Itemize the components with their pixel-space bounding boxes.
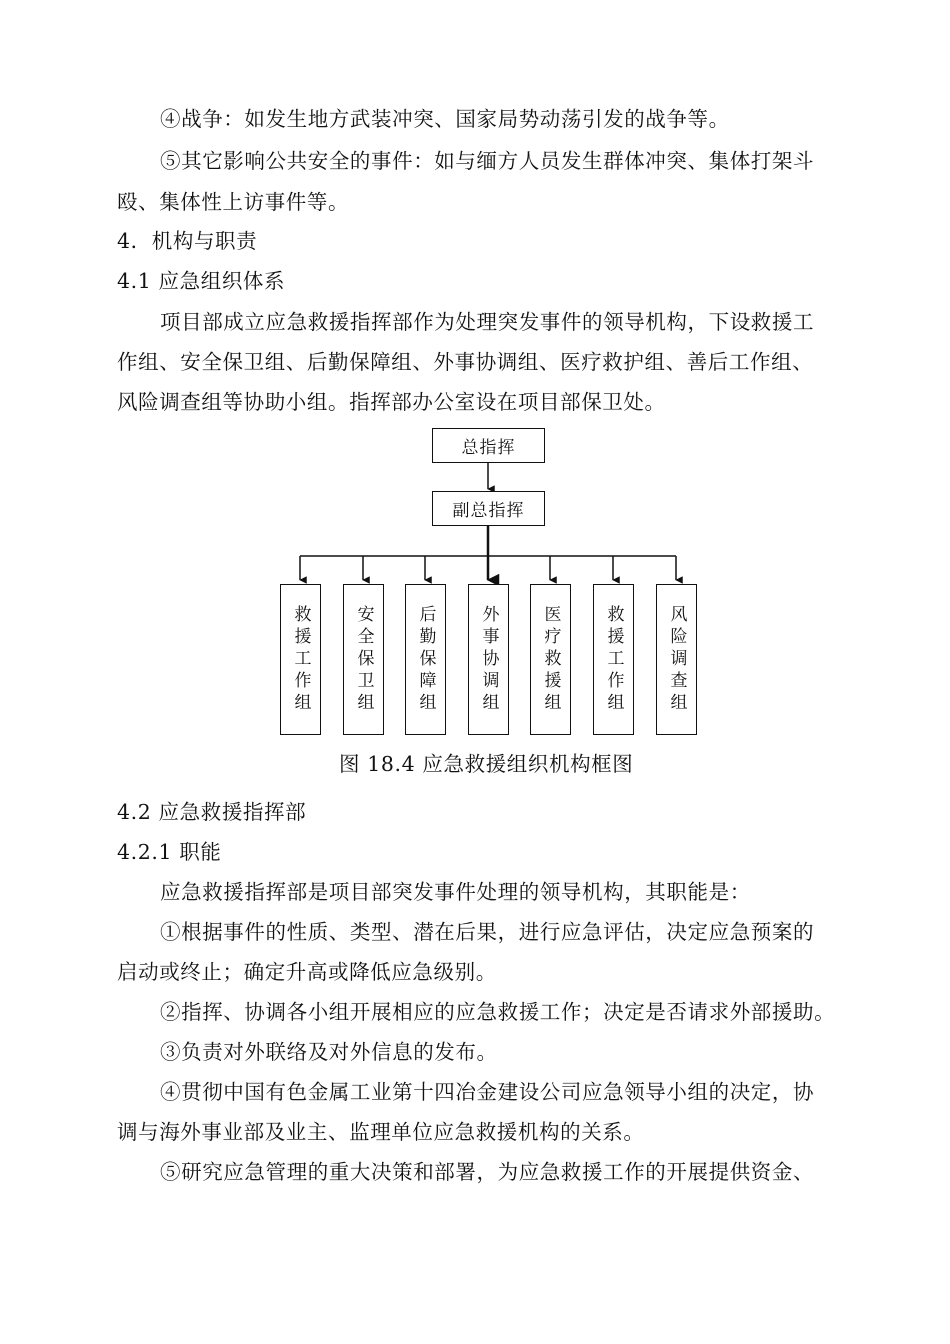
org-box-group-2: 安全保卫组: [343, 584, 384, 735]
org-box-group-3: 后勤保障组: [405, 584, 446, 735]
paragraph-duty-1-line2: 启动或终止；确定升高或降低应急级别。: [117, 960, 497, 984]
org-box-group-5: 医疗救援组: [530, 584, 571, 735]
paragraph-duty-5: ⑤研究应急管理的重大决策和部署，为应急救援工作的开展提供资金、: [160, 1160, 815, 1184]
heading-4: 4．机构与职责: [117, 229, 258, 253]
paragraph-other-events-line1: ⑤其它影响公共安全的事件：如与缅方人员发生群体冲突、集体打架斗: [160, 149, 815, 173]
paragraph-duty-4-line1: ④贯彻中国有色金属工业第十四冶金建设公司应急领导小组的决定，协: [160, 1080, 815, 1104]
paragraph-duties-intro: 应急救援指挥部是项目部突发事件处理的领导机构，其职能是：: [160, 880, 751, 904]
org-box-group-4: 外事协调组: [468, 584, 509, 735]
paragraph-duty-2: ②指挥、协调各小组开展相应的应急救援工作；决定是否请求外部援助。: [160, 1000, 836, 1024]
org-box-group-6: 救援工作组: [593, 584, 634, 735]
paragraph-org-line3: 风险调查组等协助小组。指挥部办公室设在项目部保卫处。: [117, 390, 666, 414]
paragraph-org-line2: 作组、安全保卫组、后勤保障组、外事协调组、医疗救护组、善后工作组、: [117, 350, 814, 374]
figure-caption: 图 18.4 应急救援组织机构框图: [339, 752, 634, 776]
org-box-commander: 总指挥: [432, 428, 545, 463]
paragraph-duty-4-line2: 调与海外事业部及业主、监理单位应急救援机构的关系。: [117, 1120, 645, 1144]
paragraph-org-line1: 项目部成立应急救援指挥部作为处理突发事件的领导机构，下设救援工: [160, 310, 815, 334]
heading-4-2-1: 4.2.1 职能: [117, 840, 222, 864]
heading-4-1: 4.1 应急组织体系: [117, 269, 286, 293]
heading-4-2: 4.2 应急救援指挥部: [117, 800, 307, 824]
org-box-group-7: 风险调查组: [656, 584, 697, 735]
org-box-deputy-commander: 副总指挥: [432, 491, 545, 526]
paragraph-duty-1-line1: ①根据事件的性质、类型、潜在后果，进行应急评估，决定应急预案的: [160, 920, 815, 944]
org-box-group-1: 救援工作组: [280, 584, 321, 735]
paragraph-duty-3: ③负责对外联络及对外信息的发布。: [160, 1040, 498, 1064]
paragraph-war: ④战争：如发生地方武装冲突、国家局势动荡引发的战争等。: [160, 107, 730, 131]
paragraph-other-events-line2: 殴、集体性上访事件等。: [117, 190, 350, 214]
